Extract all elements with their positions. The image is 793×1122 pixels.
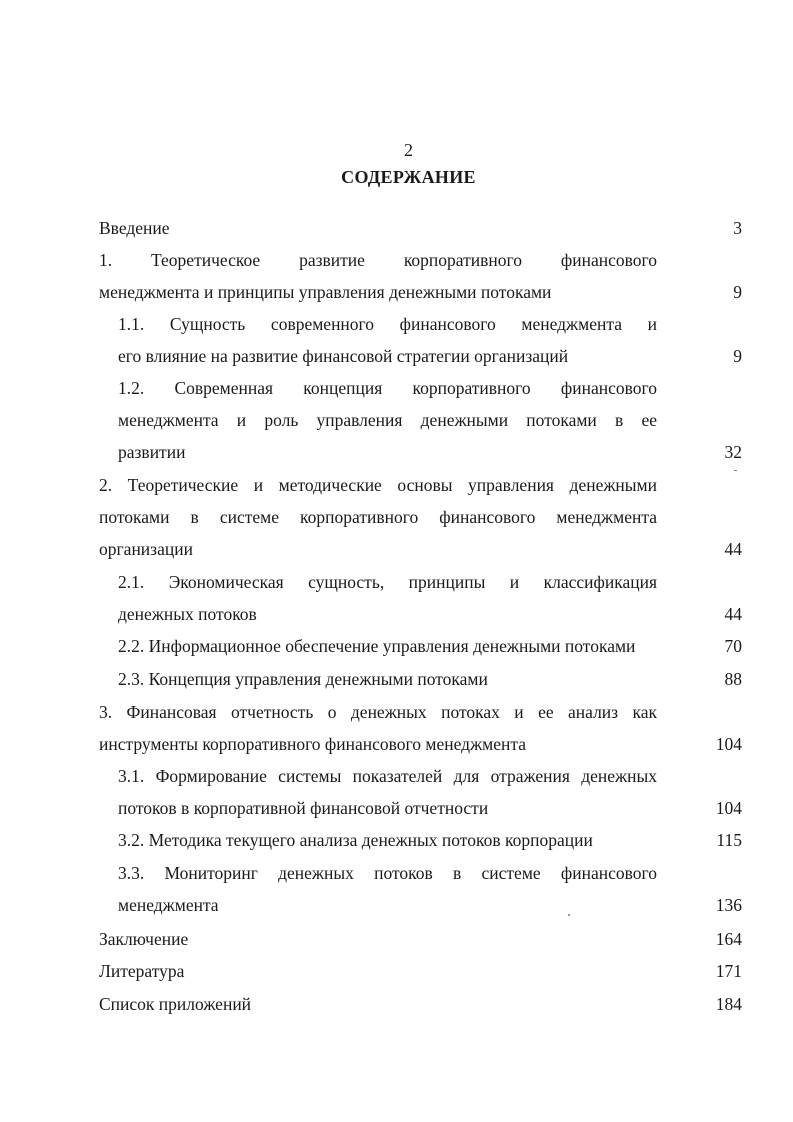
- toc-entry-text: Список приложений: [99, 994, 252, 1014]
- toc-page-number: 115: [716, 830, 742, 850]
- toc-entry-text: организации: [99, 539, 193, 559]
- scan-speck: [568, 914, 570, 916]
- scan-speck: [734, 470, 737, 471]
- toc-entry-text: потоков в корпоративной финансовой отчетности: [118, 798, 489, 818]
- toc-page-number: 104: [715, 798, 742, 818]
- toc-entry-text: 2. Теоретические и методические основы управления денежными: [99, 475, 657, 495]
- page-title: СОДЕРЖАНИЕ: [341, 167, 476, 187]
- toc-entry-text: менеджмента: [118, 895, 219, 915]
- toc-entry-text: 3.1. Формирование системы показателей для отражения денежных: [118, 766, 657, 786]
- toc-page-number: 164: [715, 929, 742, 949]
- toc-entry-text: Литература: [99, 961, 185, 981]
- toc-entry-text: 2.1. Экономическая сущность, принципы и классификация: [118, 572, 657, 592]
- toc-page-number: 184: [715, 994, 742, 1014]
- toc-entry-text: 1.1. Сущность современного финансового менеджмента и: [118, 314, 657, 334]
- toc-entry-text: 3. Финансовая отчетность о денежных потоках и ее анализ как: [99, 702, 657, 722]
- toc-page-number: 44: [724, 539, 742, 559]
- toc-entry-text: денежных потоков: [118, 604, 257, 624]
- toc-entry-text: 1.2. Современная концепция корпоративного финансового: [118, 378, 657, 398]
- toc-entry-text: 1. Теоретическое развитие корпоративного финансового: [99, 250, 657, 270]
- toc-entry-text: 2.3. Концепция управления денежными потоками: [118, 669, 488, 689]
- toc-page-number: 44: [724, 604, 742, 624]
- toc-page-number: 9: [733, 282, 742, 302]
- toc-page-number: 88: [724, 669, 742, 689]
- toc-entry-text: его влияние на развитие финансовой стратегии организаций: [118, 346, 569, 366]
- toc-entry-text: 3.2. Методика текущего анализа денежных потоков корпорации: [118, 830, 593, 850]
- toc-page-number: 32: [724, 442, 742, 462]
- toc-page-number: 136: [715, 895, 742, 915]
- toc-entry-text: 2.2. Информационное обеспечение управления денежными потоками: [118, 636, 636, 656]
- toc-entry-text: менеджмента и принципы управления денежными потоками: [99, 282, 552, 302]
- toc-page-number: 104: [715, 734, 742, 754]
- page-number: 2: [404, 140, 413, 160]
- toc-page-number: 3: [733, 218, 742, 238]
- toc-page-number: 70: [724, 636, 742, 656]
- toc-entry-text: 3.3. Мониторинг денежных потоков в системе финансового: [118, 863, 657, 883]
- toc-entry-text: Введение: [99, 218, 170, 238]
- toc-page-number: 171: [715, 961, 742, 981]
- toc-entry-text: инструменты корпоративного финансового менеджмента: [99, 734, 526, 754]
- toc-entry-text: Заключение: [99, 929, 189, 949]
- toc-entry-text: развитии: [118, 442, 186, 462]
- toc-entry-text: менеджмента и роль управления денежными потоками в ее: [118, 410, 657, 430]
- toc-page-number: 9: [733, 346, 742, 366]
- toc-entry-text: потоками в системе корпоративного финансового менеджмента: [99, 507, 657, 527]
